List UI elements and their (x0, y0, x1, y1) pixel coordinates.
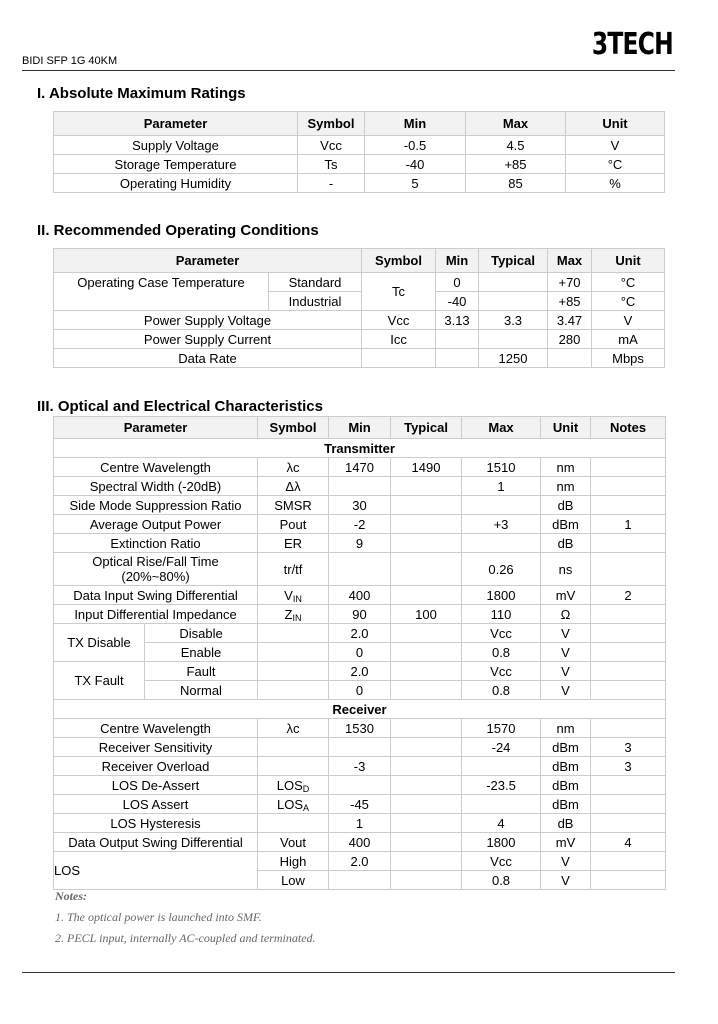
table-row (54, 833, 666, 852)
table-cell: V (592, 311, 665, 330)
column-header: Typical (391, 417, 462, 439)
table-cell: V (541, 871, 591, 890)
column-header: Unit (541, 417, 591, 439)
symbol-main: LOS (277, 796, 304, 812)
table-cell: Spectral Width (-20dB) (54, 477, 258, 496)
table-cell: mA (592, 330, 665, 349)
table-cell: V (541, 643, 591, 662)
table-cell (258, 624, 329, 643)
table-cell: High (258, 852, 329, 871)
table-cell: Extinction Ratio (54, 534, 258, 553)
table-cell: Mbps (592, 349, 665, 368)
table-cell: tr/tf (258, 553, 329, 586)
table-cell: 400 (329, 833, 391, 852)
table-cell: -2 (329, 515, 391, 534)
table-row (54, 738, 666, 757)
table-cell: Vout (258, 833, 329, 852)
table-cell: 3 (591, 738, 666, 757)
table-row (54, 458, 666, 477)
table-cell (391, 553, 462, 586)
table-cell: Receiver Overload (54, 757, 258, 776)
table-cell: Ω (541, 605, 591, 624)
table-cell: 0.8 (462, 871, 541, 890)
table-cell (362, 349, 436, 368)
table-cell: Disable (145, 624, 258, 643)
table-cell (591, 477, 666, 496)
table-cell: LOS De-Assert (54, 776, 258, 795)
table-cell (391, 757, 462, 776)
table-cell (436, 330, 479, 349)
table-cell: - (298, 174, 365, 193)
table-cell (591, 719, 666, 738)
table-cell: 4 (591, 833, 666, 852)
table-cell (462, 757, 541, 776)
table-cell: λc (258, 719, 329, 738)
table-row (54, 586, 666, 605)
note-item: 2. PECL input, internally AC-coupled and terminated. (55, 931, 316, 945)
table-cell (591, 534, 666, 553)
table-cell (258, 757, 329, 776)
table-cell (391, 586, 462, 605)
column-header: Max (462, 417, 541, 439)
table-row (54, 273, 665, 292)
table-cell: nm (541, 477, 591, 496)
table-cell (591, 776, 666, 795)
table-cell (391, 833, 462, 852)
table-cell: 1470 (329, 458, 391, 477)
table-cell: 9 (329, 534, 391, 553)
table-cell: % (566, 174, 665, 193)
table-cell (391, 776, 462, 795)
table-section-row (54, 700, 666, 719)
table-cell (391, 534, 462, 553)
table-cell: Centre Wavelength (54, 458, 258, 477)
table-cell (391, 643, 462, 662)
symbol-main: V (284, 587, 293, 603)
table-cell (391, 795, 462, 814)
table-cell: dBm (541, 795, 591, 814)
table-cell (591, 458, 666, 477)
table-row (54, 852, 666, 871)
table-cell: dBm (541, 738, 591, 757)
table-cell: °C (592, 292, 665, 311)
column-header: Parameter (54, 249, 362, 273)
table-cell (591, 643, 666, 662)
table-cell: mV (541, 586, 591, 605)
table-cell: dB (541, 814, 591, 833)
table-cell: mV (541, 833, 591, 852)
column-header: Max (466, 112, 566, 136)
table-cell: 1570 (462, 719, 541, 738)
table-cell: ER (258, 534, 329, 553)
table-cell: +3 (462, 515, 541, 534)
table-cell (258, 605, 329, 624)
table-cell: 5 (365, 174, 466, 193)
page-header (22, 28, 675, 71)
table-cell (329, 738, 391, 757)
table-cell (258, 662, 329, 681)
symbol-main: LOS (276, 777, 303, 793)
column-header: Symbol (298, 112, 365, 136)
table-cell: Ts (298, 155, 365, 174)
table-cell: 90 (329, 605, 391, 624)
symbol-subscript: A (303, 802, 310, 813)
table-cell: Side Mode Suppression Ratio (54, 496, 258, 515)
param-line: Optical Rise/Fall Time (92, 554, 219, 569)
table-row (54, 814, 666, 833)
table-cell: -0.5 (365, 136, 466, 155)
table-cell: Power Supply Voltage (54, 311, 362, 330)
table-row (54, 534, 666, 553)
table-cell: V (541, 681, 591, 700)
table-cell: 0 (436, 273, 479, 292)
symbol-subscript: IN (292, 593, 302, 604)
table-cell (391, 719, 462, 738)
table-cell: Tc (362, 273, 436, 311)
table-cell (391, 477, 462, 496)
table-cell: Centre Wavelength (54, 719, 258, 738)
table-cell (391, 496, 462, 515)
table-cell: dB (541, 534, 591, 553)
table-cell: Operating Humidity (54, 174, 298, 193)
table-cell: 2.0 (329, 624, 391, 643)
notes-title: Notes: (55, 889, 87, 903)
table-cell: Fault (145, 662, 258, 681)
table-row (54, 662, 666, 681)
table-cell: 3 (591, 757, 666, 776)
table-cell: -40 (365, 155, 466, 174)
param-line: (20%~80%) (121, 569, 190, 584)
table-cell: LOS Assert (54, 795, 258, 814)
table-cell (391, 871, 462, 890)
table-cell: Input Differential Impedance (54, 605, 258, 624)
section-title-recommended-operating-conditions: II. Recommended Operating Conditions (37, 222, 319, 239)
table-cell: 1 (329, 814, 391, 833)
table-cell: -40 (436, 292, 479, 311)
table-cell: 2.0 (329, 662, 391, 681)
table-row (54, 155, 665, 174)
table-cell: 0.8 (462, 643, 541, 662)
table-cell (591, 681, 666, 700)
table-cell: Supply Voltage (54, 136, 298, 155)
table-cell: 2 (591, 586, 666, 605)
table-cell (591, 553, 666, 586)
receiver-section-label: Receiver (54, 700, 666, 719)
table-cell: 1 (591, 515, 666, 534)
table-cell: -23.5 (462, 776, 541, 795)
symbol-subscript: IN (292, 612, 302, 623)
table-cell: 4.5 (466, 136, 566, 155)
table-row (54, 795, 666, 814)
table-cell: Vcc (462, 662, 541, 681)
table-cell: 400 (329, 586, 391, 605)
absolute-maximum-ratings-table (53, 111, 665, 193)
table-cell: V (541, 624, 591, 643)
column-header: Typical (479, 249, 548, 273)
table-cell (329, 871, 391, 890)
table-cell (479, 292, 548, 311)
table-cell (462, 534, 541, 553)
table-cell: Pout (258, 515, 329, 534)
table-cell: Standard (269, 273, 362, 292)
table-cell (391, 515, 462, 534)
section-title-absolute-maximum-ratings: I. Absolute Maximum Ratings (37, 85, 246, 102)
table-cell: Vcc (462, 624, 541, 643)
column-header: Unit (592, 249, 665, 273)
recommended-operating-conditions-table (53, 248, 665, 368)
table-cell (258, 776, 329, 795)
column-header: Min (365, 112, 466, 136)
table-cell (258, 795, 329, 814)
table-cell: dBm (541, 776, 591, 795)
table-cell: Vcc (298, 136, 365, 155)
symbol-main: Z (284, 606, 293, 622)
table-cell: 100 (391, 605, 462, 624)
table-row (54, 496, 666, 515)
table-row (54, 330, 665, 349)
table-section-row (54, 439, 666, 458)
table-row (54, 515, 666, 534)
table-cell: Data Input Swing Differential (54, 586, 258, 605)
table-cell: Low (258, 871, 329, 890)
table-cell: Industrial (269, 292, 362, 311)
table-row (54, 681, 666, 700)
table-cell: λc (258, 458, 329, 477)
table-cell (258, 814, 329, 833)
table-row (54, 643, 666, 662)
column-header: Unit (566, 112, 665, 136)
table-cell: 1800 (462, 833, 541, 852)
table-cell (548, 349, 592, 368)
table-cell: °C (592, 273, 665, 292)
table-cell: Data Rate (54, 349, 362, 368)
table-cell (391, 814, 462, 833)
table-header-row (54, 417, 666, 439)
table-cell: 1530 (329, 719, 391, 738)
table-cell: TX Fault (54, 662, 145, 700)
table-cell (436, 349, 479, 368)
table-cell (591, 605, 666, 624)
table-cell: TX Disable (54, 624, 145, 662)
column-header: Parameter (54, 417, 258, 439)
table-cell (258, 738, 329, 757)
table-row (54, 311, 665, 330)
brand-logo: 3TECH (591, 27, 673, 62)
table-cell: V (541, 662, 591, 681)
table-row (54, 136, 665, 155)
table-cell: nm (541, 458, 591, 477)
table-cell (479, 273, 548, 292)
table-cell: 3.13 (436, 311, 479, 330)
table-cell: V (541, 852, 591, 871)
table-cell (591, 496, 666, 515)
table-cell: +85 (466, 155, 566, 174)
table-cell (591, 795, 666, 814)
table-cell (591, 852, 666, 871)
table-cell (591, 871, 666, 890)
column-header: Max (548, 249, 592, 273)
table-row (54, 174, 665, 193)
table-cell: LOS Hysteresis (54, 814, 258, 833)
table-cell: -45 (329, 795, 391, 814)
table-header-row (54, 112, 665, 136)
table-cell (329, 553, 391, 586)
table-cell (391, 624, 462, 643)
column-header: Parameter (54, 112, 298, 136)
table-row (54, 757, 666, 776)
table-cell (462, 795, 541, 814)
table-cell: 4 (462, 814, 541, 833)
table-cell: Storage Temperature (54, 155, 298, 174)
table-cell (591, 624, 666, 643)
table-cell: 1490 (391, 458, 462, 477)
table-cell: 0 (329, 681, 391, 700)
table-header-row (54, 249, 665, 273)
table-cell: Power Supply Current (54, 330, 362, 349)
table-cell: 1510 (462, 458, 541, 477)
table-cell (54, 553, 258, 586)
table-cell: Receiver Sensitivity (54, 738, 258, 757)
table-cell (462, 496, 541, 515)
section-title-optical-electrical-characteristics: III. Optical and Electrical Characteristics (37, 398, 323, 415)
table-cell: LOS (54, 852, 258, 890)
table-cell: 2.0 (329, 852, 391, 871)
table-cell: 1 (462, 477, 541, 496)
table-cell: Enable (145, 643, 258, 662)
symbol-subscript: D (302, 783, 310, 794)
table-row (54, 624, 666, 643)
table-cell: Δλ (258, 477, 329, 496)
table-row (54, 477, 666, 496)
column-header: Notes (591, 417, 666, 439)
table-cell (258, 643, 329, 662)
table-cell: Vcc (462, 852, 541, 871)
table-cell (591, 814, 666, 833)
table-cell: 0.8 (462, 681, 541, 700)
table-cell: -3 (329, 757, 391, 776)
table-cell (329, 477, 391, 496)
table-cell: 30 (329, 496, 391, 515)
table-cell: 110 (462, 605, 541, 624)
table-cell: 280 (548, 330, 592, 349)
column-header: Symbol (258, 417, 329, 439)
table-cell: Icc (362, 330, 436, 349)
table-cell: 1800 (462, 586, 541, 605)
table-cell: Normal (145, 681, 258, 700)
table-row (54, 776, 666, 795)
table-cell: 0 (329, 643, 391, 662)
table-cell: +85 (548, 292, 592, 311)
table-cell (479, 330, 548, 349)
table-cell: 85 (466, 174, 566, 193)
table-cell: nm (541, 719, 591, 738)
table-cell: ns (541, 553, 591, 586)
table-cell (391, 738, 462, 757)
table-cell: 3.3 (479, 311, 548, 330)
table-row (54, 605, 666, 624)
table-cell (391, 852, 462, 871)
table-cell (258, 681, 329, 700)
table-cell (391, 662, 462, 681)
column-header: Min (436, 249, 479, 273)
table-cell: Average Output Power (54, 515, 258, 534)
table-cell: dBm (541, 515, 591, 534)
table-cell: °C (566, 155, 665, 174)
table-cell: 1250 (479, 349, 548, 368)
table-cell: Operating Case Temperature (54, 273, 269, 311)
table-cell (391, 681, 462, 700)
table-cell: +70 (548, 273, 592, 292)
table-cell: -24 (462, 738, 541, 757)
table-cell: V (566, 136, 665, 155)
table-row (54, 719, 666, 738)
column-header: Symbol (362, 249, 436, 273)
table-cell (591, 662, 666, 681)
table-cell: 0.26 (462, 553, 541, 586)
table-cell: Vcc (362, 311, 436, 330)
table-cell: dB (541, 496, 591, 515)
table-cell: Data Output Swing Differential (54, 833, 258, 852)
table-row (54, 553, 666, 586)
table-cell: dBm (541, 757, 591, 776)
column-header: Min (329, 417, 391, 439)
footer-divider (22, 972, 675, 973)
table-cell (329, 776, 391, 795)
table-row (54, 349, 665, 368)
table-cell: SMSR (258, 496, 329, 515)
optical-electrical-characteristics-table (53, 416, 666, 890)
note-item: 1. The optical power is launched into SMF. (55, 910, 262, 924)
table-cell: 3.47 (548, 311, 592, 330)
document-title: BIDI SFP 1G 40KM (22, 55, 118, 67)
table-cell (258, 586, 329, 605)
transmitter-section-label: Transmitter (54, 439, 666, 458)
